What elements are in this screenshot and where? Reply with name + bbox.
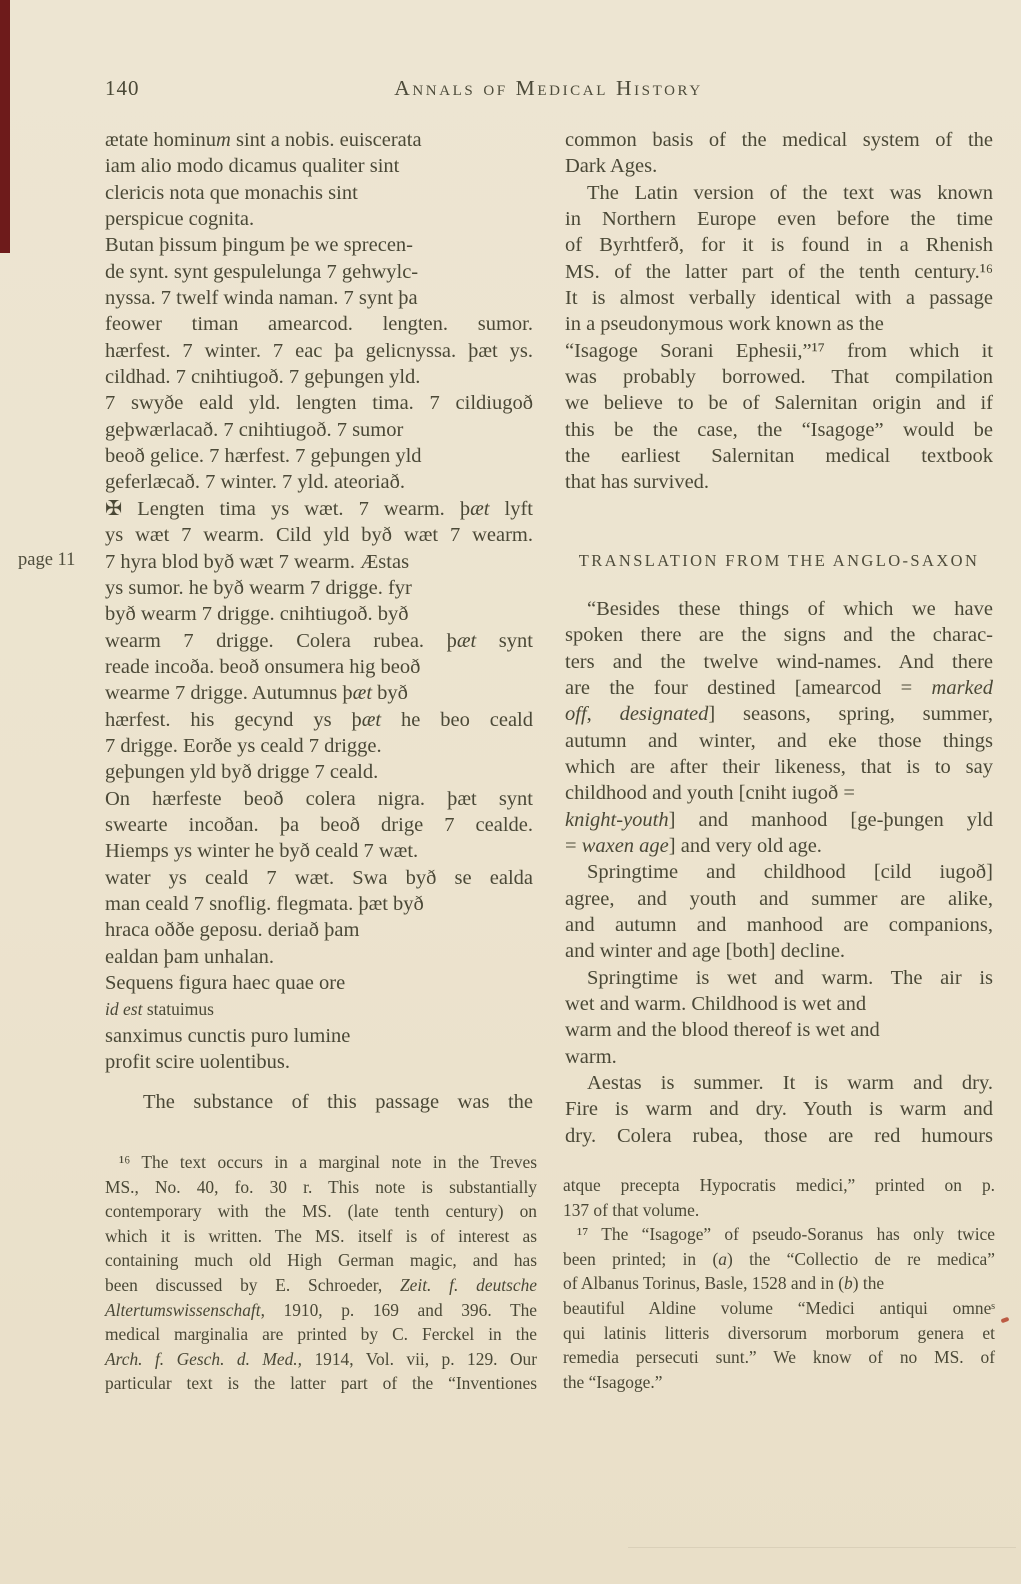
anglo-saxon-text-block <box>105 127 533 1075</box>
text-line: that has survived. <box>565 471 710 494</box>
text-line: hærfest. 7 winter. 7 eac þa gelicnyssa. þæt ys. <box>105 339 533 362</box>
text-line: wearme 7 drigge. Autumnus þæt byð <box>105 682 408 705</box>
text-line: been printed; in (a) the “Collectio de re medica” <box>563 1248 995 1269</box>
text-line: warm. <box>565 1045 617 1068</box>
text-line: Sequens figura haec quae ore <box>105 972 346 994</box>
text-line: feower timan amearcod. lengten. sumor. <box>105 313 533 336</box>
text-line: off, designated] seasons, spring, summer, <box>565 703 994 726</box>
section-heading: TRANSLATION FROM THE ANGLO-SAXON <box>578 550 980 570</box>
text-line: MS. of the latter part of the tenth century.¹⁶ <box>565 260 993 283</box>
text-line: the earliest Salernitan medical textbook <box>565 445 993 468</box>
text-line: are the four destined [amearcod = marked <box>565 676 993 699</box>
text-line: contemporary with the MS. (late tenth century) on <box>105 1201 537 1222</box>
text-line: warm and the blood thereof is wet and <box>565 1019 880 1042</box>
text-line: Arch. f. Gesch. d. Med., 1914, Vol. vii, p. 129. Our <box>105 1348 537 1369</box>
left-column <box>105 127 533 1116</box>
page-number: 140 <box>105 76 140 100</box>
right-column <box>565 127 993 1149</box>
footnote-16 <box>105 1150 537 1396</box>
text-line: of Albanus Torinus, Basle, 1528 and in (b) the <box>563 1273 885 1294</box>
page-header <box>105 76 992 102</box>
text-line: “Besides these things of which we have <box>587 597 993 620</box>
text-line: beoð gelice. 7 hærfest. 7 geþungen yld <box>105 445 422 468</box>
text-line: ¹⁷ The “Isagoge” of pseudo-Soranus has only twice <box>577 1224 995 1245</box>
text-line: Altertumswissenschaft, 1910, p. 169 and 396. The <box>105 1299 537 1320</box>
text-line: Butan þissum þingum þe we sprecen- <box>105 234 414 257</box>
text-line: childhood and youth [cniht iugoð = <box>565 782 855 805</box>
text-line: man ceald 7 snoflig. flegmata. þæt byð <box>105 892 424 915</box>
text-line: dry. Colera rubea, those are red humours <box>565 1124 993 1147</box>
text-line: particular text is the latter part of the “Inventiones <box>105 1373 537 1394</box>
text-line: ealdan þam unhalan. <box>105 945 275 968</box>
text-line: common basis of the medical system of the <box>565 129 993 151</box>
ink-spot-artifact <box>1001 1317 1010 1323</box>
text-line: ys sumor. he byð wearm 7 drigge. fyr <box>105 576 412 599</box>
english-text-block <box>565 127 993 496</box>
text-line: Springtime and childhood [cild iugoð] <box>587 861 993 884</box>
text-line: in Northern Europe even before the time <box>565 208 993 231</box>
text-line: cildhad. 7 cnihtiugoð. 7 geþungen yld. <box>105 366 421 389</box>
text-line: The Latin version of the text was known <box>587 181 993 204</box>
text-line: in a pseudonymous work known as the <box>565 313 884 336</box>
text-line: which are after their likeness, that is to say <box>565 755 993 778</box>
text-line: ¹⁶ The text occurs in a marginal note in the Treves <box>119 1152 537 1172</box>
text-line: the “Isagoge.” <box>563 1371 663 1392</box>
text-line: qui latinis litteris diversorum morborum genera et <box>563 1322 995 1343</box>
text-line: we believe to be of Salernitan origin and if <box>565 392 993 415</box>
paragraph <box>565 859 993 964</box>
text-line: water ys ceald 7 wæt. Swa byð se ealda <box>105 866 533 889</box>
text-line: 7 hyra blod byð wæt 7 wearm. Æstas <box>105 550 410 573</box>
text-line: sanximus cunctis puro lumine <box>105 1024 351 1047</box>
text-line: beautiful Aldine volume “Medici antiqui omneˢ <box>563 1297 995 1318</box>
text-line: 137 of that volume. <box>563 1199 700 1220</box>
paragraph <box>565 596 993 859</box>
text-line: reade incoða. beoð onsumera hig beoð <box>105 655 421 678</box>
text-line: MS., No. 40, fo. 30 r. This note is substantially <box>105 1176 537 1197</box>
text-line: 7 swyðe eald yld. lengten tima. 7 cildiugoð <box>105 392 533 415</box>
text-line: autumn and winter, and eke those things <box>565 729 993 752</box>
text-line: geferlæcað. 7 winter. 7 yld. ateoriað. <box>105 471 405 494</box>
text-line: spoken there are the signs and the charac- <box>565 624 993 647</box>
text-line: containing much old High German magic, and has <box>105 1250 537 1271</box>
text-line: It is almost verbally identical with a passage <box>565 287 993 310</box>
text-line: = waxen age] and very old age. <box>565 834 822 857</box>
text-line: wearm 7 drigge. Colera rubea. þæt synt <box>105 629 533 652</box>
paragraph <box>565 965 993 1070</box>
text-line: wet and warm. Childhood is wet and <box>565 992 867 1015</box>
text-line: clericis nota que monachis sint <box>105 181 358 204</box>
paragraph <box>565 1070 993 1149</box>
text-line: de synt. synt gespulelunga 7 gehwylc- <box>105 260 419 283</box>
text-line: ters and the twelve wind-names. And there <box>565 650 993 673</box>
text-line: id est statuimus <box>105 999 214 1020</box>
binding-edge-strip <box>0 0 10 253</box>
text-line: this be the case, the “Isagoge” would be <box>565 418 993 441</box>
margin-note-page-11: page 11 <box>18 550 76 570</box>
closing-paragraph-line: The substance of this passage was the <box>143 1091 533 1114</box>
translation-text-block <box>565 596 993 1149</box>
page-crease <box>628 1547 1016 1548</box>
text-line: atque precepta Hypocratis medici,” printed on p. <box>563 1175 995 1195</box>
text-line: was probably borrowed. That compilation <box>565 366 993 389</box>
text-line: perspicue cognita. <box>105 208 255 231</box>
text-line: Dark Ages. <box>565 155 658 178</box>
text-line: “Isagoge Sorani Ephesii,”¹⁷ from which it <box>565 339 993 362</box>
journal-title: Annals of Medical History <box>394 76 703 100</box>
text-line: byð wearm 7 drigge. cnihtiugoð. byð <box>105 603 409 626</box>
footnote-17 <box>563 1173 995 1394</box>
text-line: been discussed by E. Schroeder, Zeit. f. deutsche <box>105 1274 537 1295</box>
text-line: Hiemps ys winter he byð ceald 7 wæt. <box>105 840 419 863</box>
text-line: 7 drigge. Eorðe ys ceald 7 drigge. <box>105 734 382 757</box>
text-line: swearte incoðan. þa beoð drige 7 cealde. <box>105 813 533 836</box>
text-line: knight-youth] and manhood [ge-þungen yld <box>565 808 993 831</box>
text-line: Springtime is wet and warm. The air is <box>587 966 993 989</box>
text-line: iam alio modo dicamus qualiter sint <box>105 155 400 178</box>
text-line: hraca oððe geposu. deriað þam <box>105 919 360 942</box>
text-line: geþwærlacað. 7 cnihtiugoð. 7 sumor <box>105 418 404 441</box>
text-line: Aestas is summer. It is warm and dry. <box>587 1072 993 1094</box>
text-line: profit scire uolentibus. <box>105 1051 291 1074</box>
text-line: remedia persecuti sunt.” We know of no MS. of <box>563 1347 995 1368</box>
paragraph <box>565 180 993 496</box>
text-line: ætate hominum sint a nobis. euiscerata <box>105 129 422 151</box>
text-line: Fire is warm and dry. Youth is warm and <box>565 1098 993 1121</box>
text-line: geþungen yld byð drigge 7 ceald. <box>105 761 379 784</box>
text-line: On hærfeste beoð colera nigra. þæt synt <box>105 787 533 810</box>
text-line: ✠ Lengten tima ys wæt. 7 wearm. þæt lyft <box>105 497 533 520</box>
text-line: ys wæt 7 wearm. Cild yld byð wæt 7 wearm. <box>105 524 533 547</box>
text-line: and autumn and manhood are companions, <box>565 913 993 936</box>
text-line: which it is written. The MS. itself is of interest as <box>105 1225 537 1246</box>
text-line: of Byrhtferð, for it is found in a Rhenish <box>565 234 993 257</box>
text-line: nyssa. 7 twelf winda naman. 7 synt þa <box>105 287 418 310</box>
text-line: agree, and youth and summer are alike, <box>565 887 993 910</box>
paragraph <box>565 127 993 180</box>
text-line: medical marginalia are printed by C. Ferckel in the <box>105 1324 537 1345</box>
text-line: and winter and age [both] decline. <box>565 940 846 963</box>
text-line: hærfest. his gecynd ys þæt he beo ceald <box>105 708 533 731</box>
